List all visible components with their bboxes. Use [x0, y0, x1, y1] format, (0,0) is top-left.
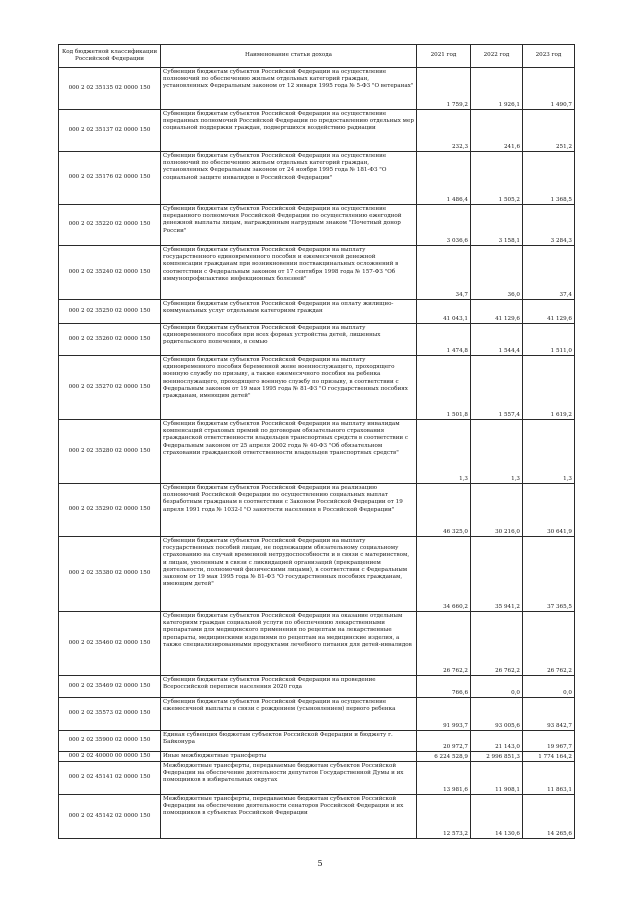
table-row	[59, 205, 575, 246]
row-value-2023: 37 365,5	[523, 537, 575, 612]
row-value-2022: 30 216,0	[471, 484, 523, 537]
row-code: 000 2 02 35380 02 0000 150	[59, 537, 161, 612]
row-name: Единая субвенция бюджетам субъектов Российской Федерации и бюджету г. Байконура	[161, 731, 417, 752]
row-value-2022: 241,6	[471, 110, 523, 152]
table-row	[59, 731, 575, 752]
row-name: Межбюджетные трансферты, передаваемые бюджетам субъектов Российской Федерации на обеспечение деятельности сенаторов Российской Федерации и их помощников в субъектах Российской Федерации	[161, 795, 417, 839]
row-value-2022: 36,0	[471, 246, 523, 300]
table-row	[59, 324, 575, 356]
row-code: 000 2 02 35250 02 0000 150	[59, 300, 161, 324]
row-value-2022: 1 926,1	[471, 68, 523, 110]
row-name: Субвенции бюджетам субъектов Российской Федерации на осуществление переданного полномочия Российской Федерации по осуществлению ежегодной денежной выплаты лицам, награжденным нагрудным знаком "Почетный донор России"	[161, 205, 417, 246]
row-value-2023: 0,0	[523, 676, 575, 698]
row-value-2023: 14 265,6	[523, 795, 575, 839]
row-value-2023: 251,2	[523, 110, 575, 152]
row-value-2021: 1,3	[417, 420, 471, 484]
row-name: Субвенции бюджетам субъектов Российской Федерации на выплату инвалидам компенсаций страховых премий по договорам обязательного страхования гражданской ответственности владельцев транспортных средств в соответствии с Федеральным законом от 25 апреля 2002 года № 40-ФЗ "Об обязательном страховании гражданской ответственности владельцев транспортных средств"	[161, 420, 417, 484]
row-value-2021: 41 043,1	[417, 300, 471, 324]
row-value-2021: 3 036,6	[417, 205, 471, 246]
row-value-2023: 30 641,9	[523, 484, 575, 537]
row-code: 000 2 02 35460 02 0000 150	[59, 612, 161, 676]
row-name: Субвенции бюджетам субъектов Российской Федерации на реализацию полномочий Российской Федерации по осуществлению социальных выплат безработным гражданам в соответствии с Законом Российской Федерации от 19 апреля 1991 года № 1032-I "О занятости населения в Российской Федерации"	[161, 484, 417, 537]
row-value-2022: 41 129,6	[471, 300, 523, 324]
row-code: 000 2 02 35260 02 0000 150	[59, 324, 161, 356]
table-row	[59, 612, 575, 676]
page-number: 5	[317, 859, 323, 868]
row-value-2022: 3 158,1	[471, 205, 523, 246]
table-row	[59, 484, 575, 537]
table-row	[59, 152, 575, 205]
row-code: 000 2 02 35290 02 0000 150	[59, 484, 161, 537]
revenue-table	[58, 44, 575, 839]
row-name: Субвенции бюджетам субъектов Российской Федерации на выплату государственных пособий лицам, не подлежащим обязательному социальному страхованию на случай временной нетрудоспособности и в связи с материнством, и лицам, уволенным в связи с ликвидацией организаций (прекращением деятельности, полномочий физическими лицами), в соответствии с Федеральным законом от 19 мая 1995 года № 81-ФЗ "О государственных пособиях гражданам, имеющим детей"	[161, 537, 417, 612]
row-value-2022: 21 143,0	[471, 731, 523, 752]
header-2022: 2022 год	[471, 45, 523, 68]
table-row	[59, 795, 575, 839]
row-value-2021: 12 573,2	[417, 795, 471, 839]
table-row	[59, 752, 575, 762]
row-value-2022: 1 557,4	[471, 356, 523, 420]
row-name: Субвенции бюджетам субъектов Российской Федерации на оказание отдельным категориям граждан социальной услуги по обеспечению лекарственными препаратами для медицинского применения по рецептам на лекарственные препараты, медицинскими изделиями по рецептам на медицинские изделия, а также специализированными продуктами лечебного питания для детей-инвалидов	[161, 612, 417, 676]
row-value-2022: 35 941,2	[471, 537, 523, 612]
row-value-2023: 1 368,5	[523, 152, 575, 205]
row-value-2022: 14 130,6	[471, 795, 523, 839]
table-row	[59, 68, 575, 110]
row-value-2022: 93 005,6	[471, 698, 523, 731]
row-value-2021: 6 224 528,9	[417, 752, 471, 762]
row-value-2021: 1 474,8	[417, 324, 471, 356]
row-name: Субвенции бюджетам субъектов Российской Федерации на осуществление полномочий по обеспечению жильем отдельных категорий граждан, установленных Федеральным законом от 24 ноября 1995 года № 181-ФЗ "О социальной защите инвалидов в Российской Федерации"	[161, 152, 417, 205]
row-name: Субвенции бюджетам субъектов Российской Федерации на выплату единовременного пособия при всех формах устройства детей, лишенных родительского попечения, в семью	[161, 324, 417, 356]
row-value-2022: 2 996 851,3	[471, 752, 523, 762]
table-row	[59, 246, 575, 300]
row-code: 000 2 02 40000 00 0000 150	[59, 752, 161, 762]
row-value-2023: 41 129,6	[523, 300, 575, 324]
row-code: 000 2 02 35137 02 0000 150	[59, 110, 161, 152]
row-value-2022: 0,0	[471, 676, 523, 698]
row-code: 000 2 02 35240 02 0000 150	[59, 246, 161, 300]
row-value-2021: 232,3	[417, 110, 471, 152]
table-row	[59, 698, 575, 731]
row-code: 000 2 02 35573 02 0000 150	[59, 698, 161, 731]
row-value-2023: 19 967,7	[523, 731, 575, 752]
row-value-2021: 34,7	[417, 246, 471, 300]
row-code: 000 2 02 35900 02 0000 150	[59, 731, 161, 752]
row-value-2022: 26 762,2	[471, 612, 523, 676]
table-row	[59, 300, 575, 324]
row-value-2023: 37,4	[523, 246, 575, 300]
row-value-2021: 46 325,0	[417, 484, 471, 537]
row-name: Субвенции бюджетам субъектов Российской Федерации на проведение Всероссийской переписи населения 2020 года	[161, 676, 417, 698]
header-name: Наименование статьи дохода	[161, 45, 417, 68]
table-row	[59, 762, 575, 795]
row-value-2023: 26 762,2	[523, 612, 575, 676]
table-row	[59, 356, 575, 420]
row-value-2021: 1 501,8	[417, 356, 471, 420]
row-code: 000 2 02 35469 02 0000 150	[59, 676, 161, 698]
row-value-2021: 26 762,2	[417, 612, 471, 676]
row-name: Межбюджетные трансферты, передаваемые бюджетам субъектов Российской Федерации на обеспечение деятельности депутатов Государственной Думы и их помощников в избирательных округах	[161, 762, 417, 795]
table-row	[59, 420, 575, 484]
header-code: Код бюджетной классификации Российской Федерации	[59, 45, 161, 68]
row-code: 000 2 02 45142 02 0000 150	[59, 795, 161, 839]
table-header-row	[59, 45, 575, 68]
row-value-2021: 1 486,4	[417, 152, 471, 205]
row-name: Субвенции бюджетам субъектов Российской Федерации на выплату государственного единовременного пособия и ежемесячной денежной компенсации гражданам при возникновении поствакцинальных осложнений в соответствии с Федеральным законом от 17 сентября 1998 года № 157-ФЗ "Об иммунопрофилактике инфекционных болезней"	[161, 246, 417, 300]
row-value-2023: 1 511,0	[523, 324, 575, 356]
table-row	[59, 676, 575, 698]
row-value-2022: 1 544,4	[471, 324, 523, 356]
row-value-2021: 20 972,7	[417, 731, 471, 752]
header-2021: 2021 год	[417, 45, 471, 68]
row-code: 000 2 02 35270 02 0000 150	[59, 356, 161, 420]
row-value-2021: 1 759,2	[417, 68, 471, 110]
row-value-2023: 1 774 164,2	[523, 752, 575, 762]
row-name: Субвенции бюджетам субъектов Российской Федерации на осуществление полномочий по обеспечению жильем отдельных категорий граждан, установленных Федеральным законом от 12 января 1995 года № 5-ФЗ "О ветеранах"	[161, 68, 417, 110]
row-code: 000 2 02 45141 02 0000 150	[59, 762, 161, 795]
row-value-2021: 34 660,2	[417, 537, 471, 612]
row-name: Субвенции бюджетам субъектов Российской Федерации на осуществление переданных полномочий Российской Федерации по предоставлению отдельных мер социальной поддержки граждан, подвергшихся воздействию радиации	[161, 110, 417, 152]
row-value-2022: 1 505,2	[471, 152, 523, 205]
row-name: Субвенции бюджетам субъектов Российской Федерации на осуществление ежемесячной выплаты в связи с рождением (усыновлением) первого ребенка	[161, 698, 417, 731]
row-name: Субвенции бюджетам субъектов Российской Федерации на выплату единовременного пособия беременной жене военнослужащего, проходящего военную службу по призыву, а также ежемесячного пособия на ребенка военнослужащего, проходящего военную службу по призыву, в соответствии с Федеральным законом от 19 мая 1995 года № 81-ФЗ "О государственных пособиях гражданам, имеющим детей"	[161, 356, 417, 420]
table-row	[59, 537, 575, 612]
row-code: 000 2 02 35280 02 0000 150	[59, 420, 161, 484]
row-value-2023: 1 490,7	[523, 68, 575, 110]
row-value-2021: 13 981,6	[417, 762, 471, 795]
row-value-2023: 1,3	[523, 420, 575, 484]
row-value-2021: 766,6	[417, 676, 471, 698]
row-value-2023: 11 863,1	[523, 762, 575, 795]
header-2023: 2023 год	[523, 45, 575, 68]
row-value-2023: 1 619,2	[523, 356, 575, 420]
row-code: 000 2 02 35135 02 0000 150	[59, 68, 161, 110]
row-name: Субвенции бюджетам субъектов Российской Федерации на оплату жилищно-коммунальных услуг отдельным категориям граждан	[161, 300, 417, 324]
table-row	[59, 110, 575, 152]
row-code: 000 2 02 35220 02 0000 150	[59, 205, 161, 246]
row-value-2021: 91 993,7	[417, 698, 471, 731]
row-value-2023: 93 842,7	[523, 698, 575, 731]
row-value-2022: 11 908,1	[471, 762, 523, 795]
row-code: 000 2 02 35176 02 0000 150	[59, 152, 161, 205]
row-value-2022: 1,3	[471, 420, 523, 484]
row-value-2023: 3 284,3	[523, 205, 575, 246]
row-name: Иные межбюджетные трансферты	[161, 752, 417, 762]
